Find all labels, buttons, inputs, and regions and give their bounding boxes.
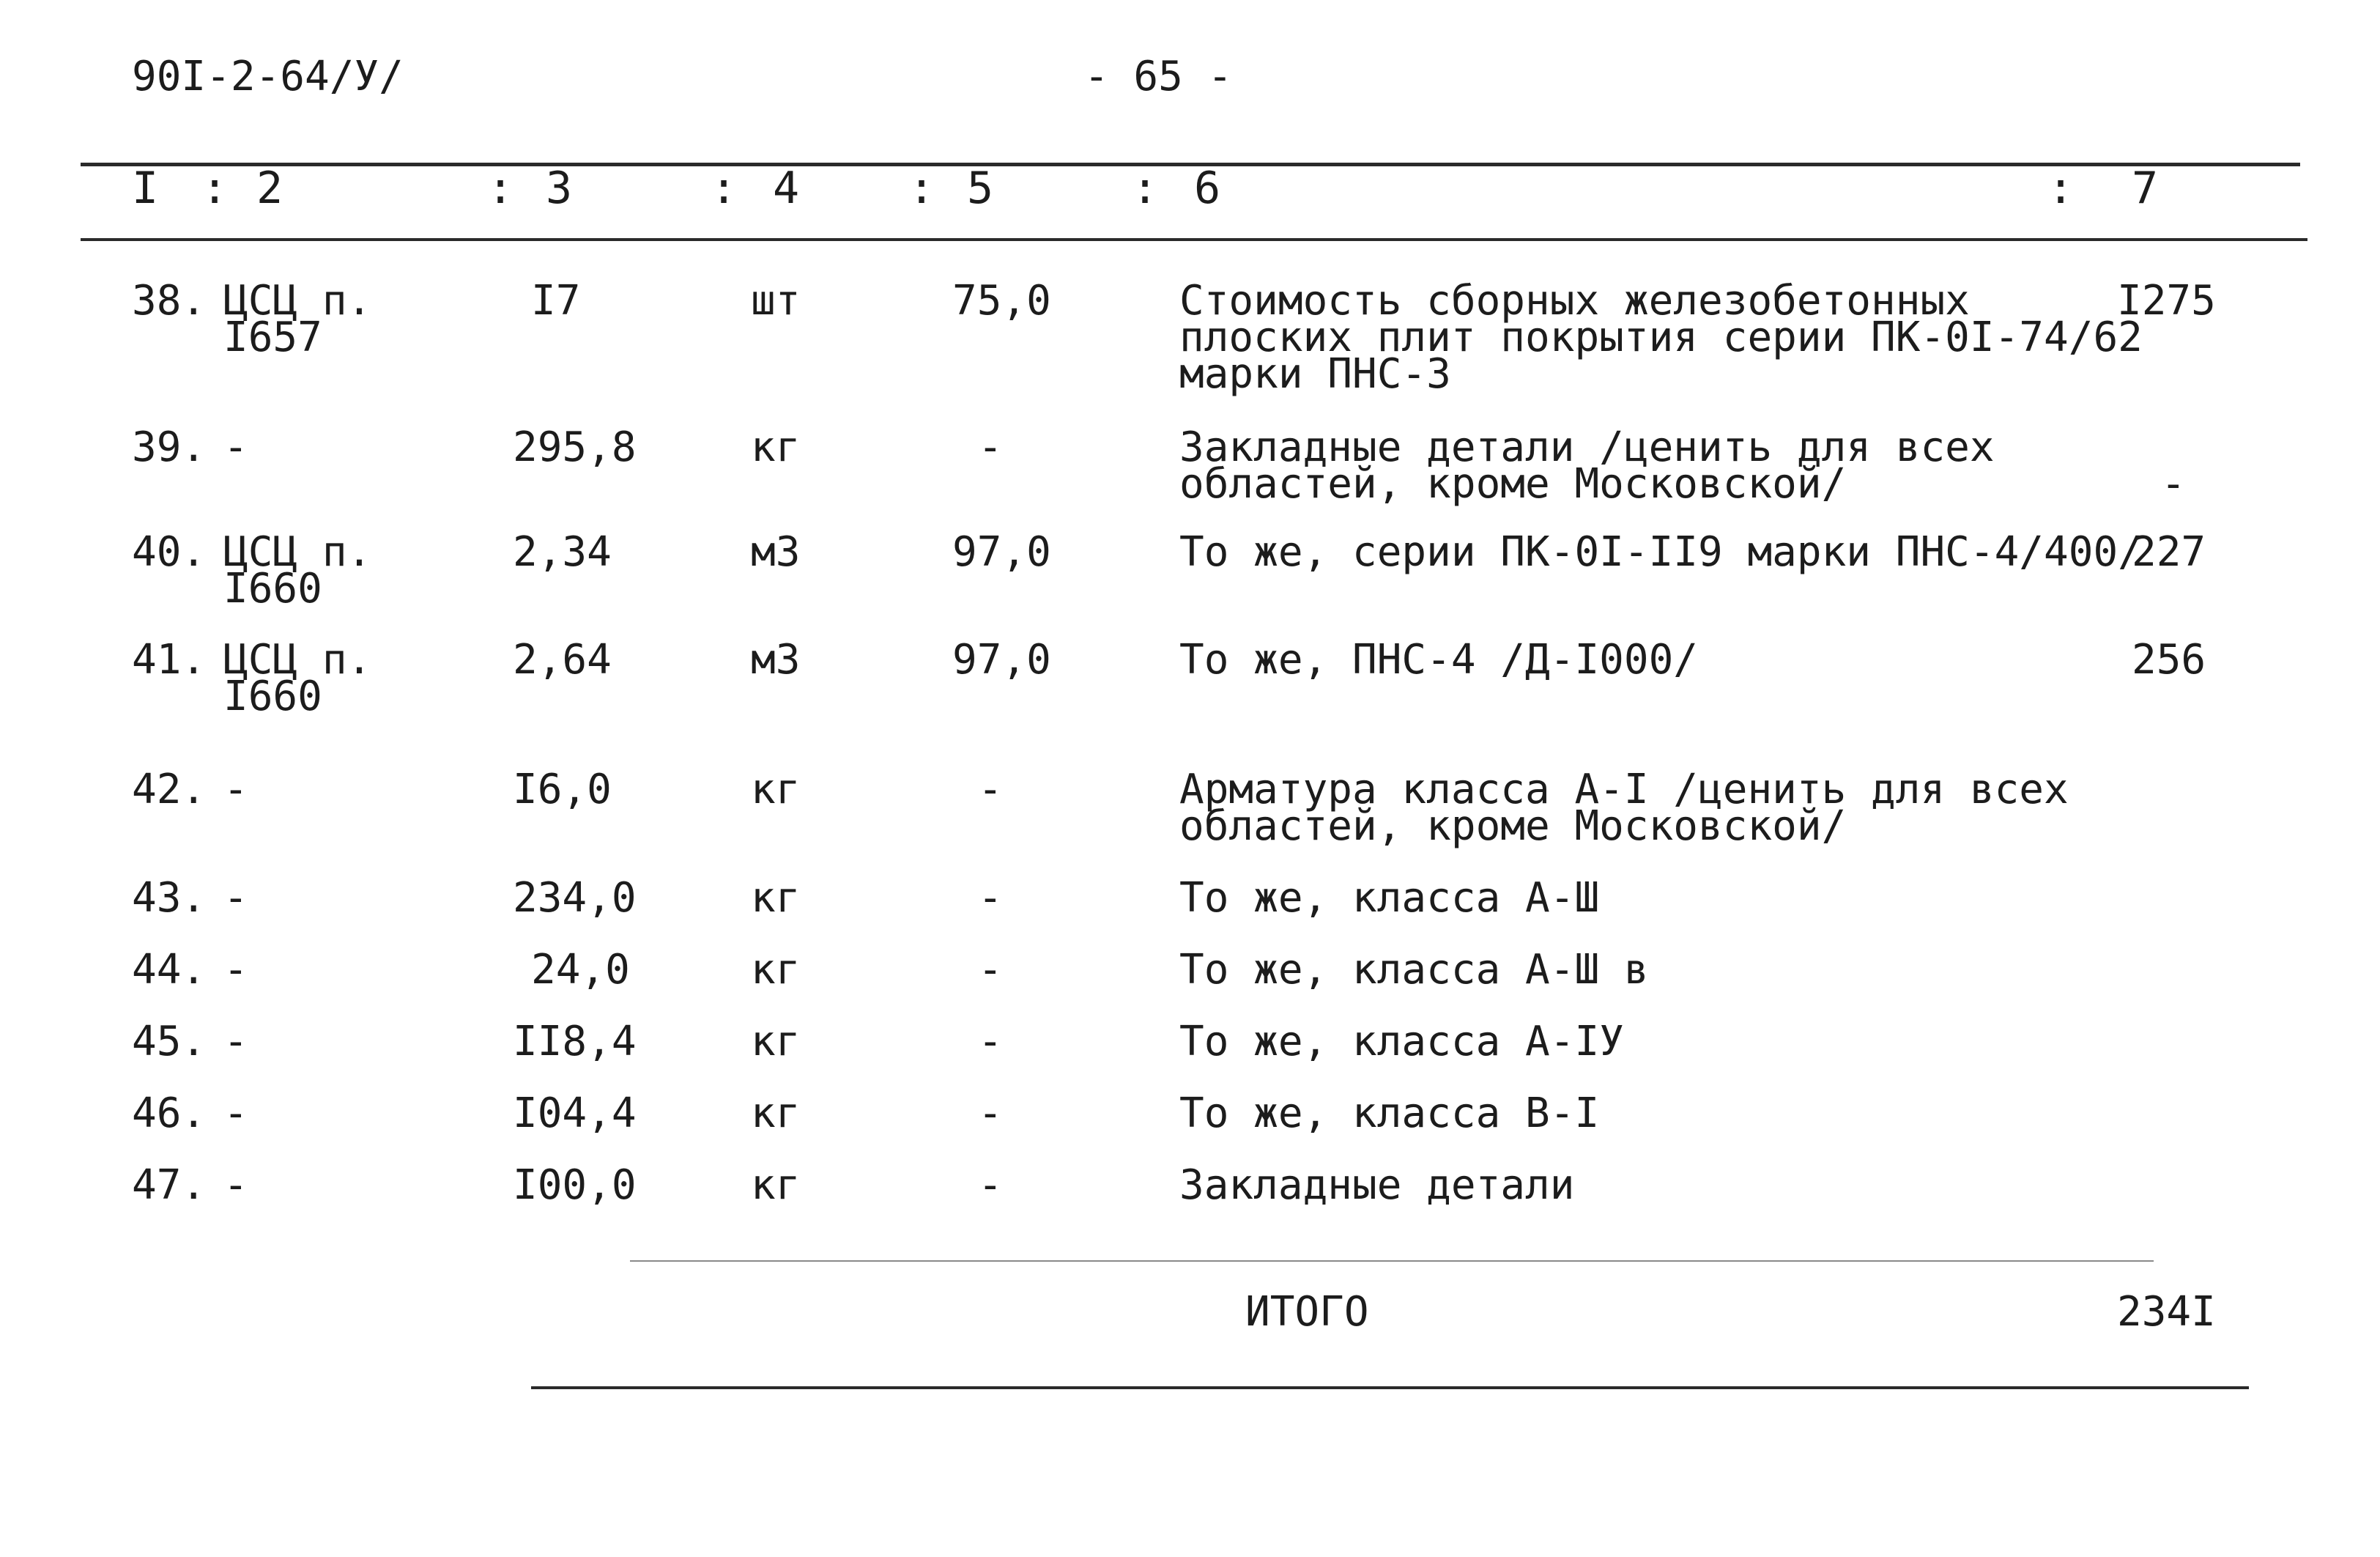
row-reference: I657: [223, 314, 322, 361]
row-unit: кг: [751, 1018, 801, 1065]
row-reference: -: [223, 874, 248, 922]
column-header-5: 5: [967, 163, 994, 214]
row-description: То же, класса А-Ш в: [1179, 946, 1649, 994]
row-number: 44.: [132, 946, 207, 994]
row-unit: кг: [751, 946, 801, 994]
page-number: - 65 -: [1084, 53, 1233, 100]
row-reference: I660: [223, 673, 322, 720]
top-rule: [81, 163, 2300, 166]
row-reference: ЦСЦ п.: [223, 528, 372, 576]
row-unit: м3: [751, 636, 801, 684]
row-quantity: 234,0: [513, 874, 637, 922]
row-number: 39.: [132, 424, 207, 471]
row-quantity: II8,4: [513, 1018, 637, 1065]
row-unit-price: 75,0: [952, 277, 1051, 325]
row-quantity: 2,34: [513, 528, 612, 576]
row-unit: кг: [751, 1090, 801, 1137]
row-number: 42.: [132, 766, 207, 813]
column-separator: :: [2047, 163, 2075, 214]
row-unit: м3: [751, 528, 801, 576]
row-number: 46.: [132, 1090, 207, 1137]
row-reference: -: [223, 946, 248, 994]
row-unit-price: 97,0: [952, 528, 1051, 576]
column-separator: :: [711, 163, 738, 214]
column-header-4: 4: [773, 163, 800, 214]
row-quantity: 2,64: [513, 636, 612, 684]
row-description: Арматура класса А-I /ценить для всех: [1179, 766, 2069, 813]
bottom-rule: [531, 1386, 2249, 1389]
column-separator: :: [908, 163, 935, 214]
row-reference: -: [223, 424, 248, 471]
summary-total: 234I: [2117, 1288, 2216, 1336]
row-reference: -: [223, 1018, 248, 1065]
column-separator: :: [1132, 163, 1159, 214]
row-total: I275: [2117, 277, 2216, 325]
row-quantity: I7: [531, 277, 581, 325]
row-quantity: I00,0: [513, 1161, 637, 1209]
row-total: -: [2161, 460, 2186, 508]
row-unit-price: -: [978, 1090, 1003, 1137]
row-unit-price: -: [978, 946, 1003, 994]
row-total: 227: [2132, 528, 2206, 576]
row-number: 47.: [132, 1161, 207, 1209]
row-description: областей, кроме Московской/: [1179, 802, 1847, 850]
row-description: То же, класса А-IУ: [1179, 1018, 1624, 1065]
row-unit-price: -: [978, 424, 1003, 471]
row-number: 45.: [132, 1018, 207, 1065]
header-bottom-rule: [81, 238, 2307, 241]
column-header-2: 2: [256, 163, 283, 214]
row-description: То же, класса А-Ш: [1179, 874, 1600, 922]
row-number: 40.: [132, 528, 207, 576]
row-quantity: 24,0: [531, 946, 630, 994]
row-description: Стоимость сборных железобетонных: [1179, 277, 1970, 325]
row-number: 38.: [132, 277, 207, 325]
row-reference: ЦСЦ п.: [223, 636, 372, 684]
row-unit-price: 97,0: [952, 636, 1051, 684]
row-description: плоских плит покрытия серии ПК-0I-74/62: [1179, 314, 2143, 361]
column-header-1: I: [132, 163, 159, 214]
row-quantity: 295,8: [513, 424, 637, 471]
subtotal-rule: [630, 1260, 2154, 1262]
row-unit-price: -: [978, 874, 1003, 922]
row-unit-price: -: [978, 1161, 1003, 1209]
row-reference: -: [223, 766, 248, 813]
column-separator: :: [201, 163, 229, 214]
row-description: То же, ПНС-4 /Д-I000/: [1179, 636, 1699, 684]
column-header-6: 6: [1194, 163, 1221, 214]
row-unit: кг: [751, 766, 801, 813]
row-unit-price: -: [978, 766, 1003, 813]
summary-label: ИТОГО: [1245, 1288, 1369, 1336]
row-number: 43.: [132, 874, 207, 922]
document-code: 90I-2-64/У/: [132, 53, 404, 100]
row-unit: шт: [751, 277, 801, 325]
row-description: марки ПНС-3: [1179, 350, 1451, 398]
row-description: То же, класса В-I: [1179, 1090, 1600, 1137]
row-unit: кг: [751, 1161, 801, 1209]
row-description: областей, кроме Московской/: [1179, 460, 1847, 508]
column-header-3: 3: [546, 163, 573, 214]
row-unit: кг: [751, 874, 801, 922]
row-total: 256: [2132, 636, 2206, 684]
row-number: 41.: [132, 636, 207, 684]
row-quantity: I04,4: [513, 1090, 637, 1137]
row-description: Закладные детали /ценить для всех: [1179, 424, 1995, 471]
column-header-7: 7: [2132, 163, 2159, 214]
row-unit: кг: [751, 424, 801, 471]
row-description: Закладные детали: [1179, 1161, 1575, 1209]
row-description: То же, серии ПК-0I-II9 марки ПНС-4/400/: [1179, 528, 2143, 576]
row-reference: -: [223, 1090, 248, 1137]
row-unit-price: -: [978, 1018, 1003, 1065]
row-reference: I660: [223, 565, 322, 613]
row-reference: -: [223, 1161, 248, 1209]
row-reference: ЦСЦ п.: [223, 277, 372, 325]
column-separator: :: [487, 163, 514, 214]
row-quantity: I6,0: [513, 766, 612, 813]
